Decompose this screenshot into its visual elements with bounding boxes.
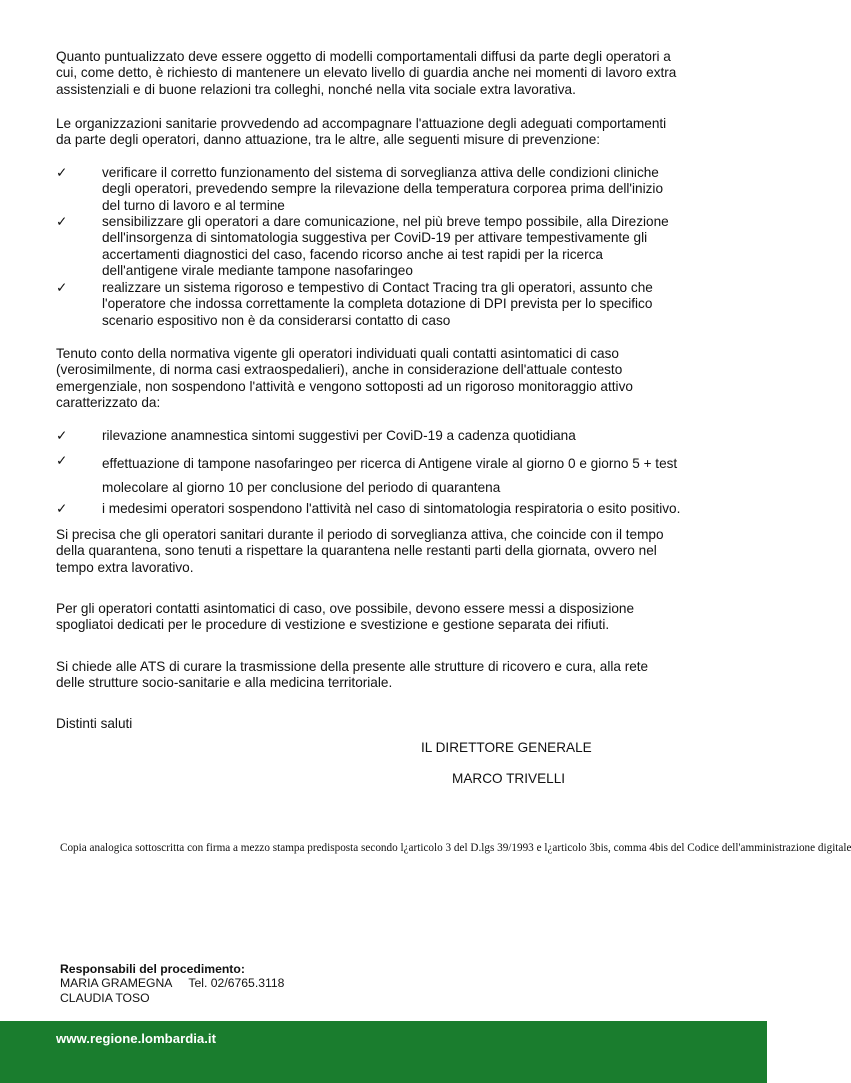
text-line: cui, come detto, è richiesto di mantenere un elevato livello di guardia anche nei momenti di lavoro extra	[56, 65, 677, 81]
text-line: delle strutture socio-sanitarie e alla medicina territoriale.	[56, 675, 393, 691]
check-icon: ✓	[56, 165, 68, 180]
list-item-text: i medesimi operatori sospendono l'attività nel caso di sintomatologia respiratoria o esito positivo.	[102, 501, 681, 516]
text-line: assistenziali e di buone relazioni tra colleghi, nonché nella vita sociale extra lavorativa.	[56, 81, 576, 97]
text-line: Tenuto conto della normativa vigente gli operatori individuati quali contatti asintomatici di caso	[56, 346, 619, 361]
responsible-phone: Tel. 02/6765.3118	[188, 976, 285, 991]
paragraph-changing-rooms	[56, 601, 708, 634]
signature-name: MARCO TRIVELLI	[452, 771, 566, 786]
check-icon: ✓	[56, 501, 68, 516]
text-line: da parte degli operatori, danno attuazione, tra le altre, alle seguenti misure di prevenzione:	[56, 132, 601, 148]
signature-role: IL DIRETTORE GENERALE	[421, 740, 592, 755]
list-item-text: rilevazione anamnestica sintomi suggestivi per CoviD-19 a cadenza quotidiana	[102, 428, 576, 443]
paragraph-quarantine	[56, 527, 708, 576]
text-line: spogliatoi dedicati per le procedure di vestizione e svestizione e gestione separata dei rifiuti.	[56, 617, 610, 633]
list-item-text: effettuazione di tampone nasofaringeo per ricerca di Antigene virale al giorno 0 e giorno 5 + test molecolare al giorno 10 per conclusione del periodo di quarantena	[102, 456, 678, 495]
text-line: Si chiede alle ATS di curare la trasmissione della presente alle strutture di ricovero e cura, alla rete	[56, 659, 649, 674]
text-line: emergenziale, non sospendono l'attività e vengono sottoposti ad un rigoroso monitoraggio attivo	[56, 378, 633, 394]
paragraph-ats-request	[56, 659, 708, 692]
closing-salutation: Distinti saluti	[56, 716, 133, 731]
text-line: tempo extra lavorativo.	[56, 559, 194, 575]
check-icon: ✓	[56, 428, 68, 443]
paragraph-prevention-intro	[56, 116, 708, 149]
check-icon: ✓	[56, 453, 68, 468]
text-line: Le organizzazioni sanitarie provvedendo ad accompagnare l'attuazione degli adeguati comportamenti	[56, 116, 667, 131]
paragraph-behavioural-models	[56, 49, 708, 98]
footer-url-link[interactable]: www.regione.lombardia.it	[56, 1031, 216, 1046]
responsible-person: MARIA GRAMEGNA	[60, 976, 173, 991]
list-item-text: sensibilizzare gli operatori a dare comunicazione, nel più breve tempo possibile, alla Direzione dell'insorgenza di sintomatologia suggestiva per CoviD-19 per attivare tempestivamente gli accertamenti diagnostici del caso, facendo ricorso anche ai test rapidi per la ricerca dell'antigene virale mediante tampone nasofaringeo	[102, 214, 669, 279]
responsible-row-1	[60, 976, 284, 990]
check-icon: ✓	[56, 214, 68, 229]
text-line: Quanto puntualizzato deve essere oggetto di modelli comportamentali diffusi da parte degli operatori a	[56, 49, 671, 64]
text-line: della quarantena, sono tenuti a rispettare la quarantena nelle restanti parti della giornata, ovvero nel	[56, 543, 657, 559]
footer-bar	[0, 1021, 767, 1083]
digital-copy-note: Copia analogica sottoscritta con firma a mezzo stampa predisposta secondo l¿articolo 3 del D.lgs 39/1993 e l¿articolo 3bis, comma 4bis del Codice dell'amministrazione digitale	[60, 842, 851, 854]
responsible-person: CLAUDIA TOSO	[60, 990, 150, 1005]
responsible-heading: Responsabili del procedimento:	[60, 962, 245, 976]
paragraph-asymptomatic-contacts	[56, 346, 708, 412]
text-line: caratterizzato da:	[56, 395, 161, 411]
responsible-block	[60, 962, 284, 1005]
text-line: Si precisa che gli operatori sanitari durante il periodo di sorveglianza attiva, che coincide con il tempo	[56, 527, 664, 542]
text-line: (verosimilmente, di norma casi extraospedalieri), anche in considerazione dell'attuale contesto	[56, 362, 623, 378]
list-item-text: realizzare un sistema rigoroso e tempestivo di Contact Tracing tra gli operatori, assunto che l'operatore che indossa correttamente la completa dotazione di DPI prevista per lo specifico scenario espositivo non è da considerarsi contatto di caso	[102, 280, 653, 328]
list-item-text: verificare il corretto funzionamento del sistema di sorveglianza attiva delle condizioni cliniche degli operatori, prevedendo sempre la rilevazione della temperatura corporea prima dell'inizio del turno di lavoro e al termine	[102, 165, 664, 213]
text-line: Per gli operatori contatti asintomatici di caso, ove possibile, devono essere messi a disposizione	[56, 601, 635, 616]
check-icon: ✓	[56, 280, 68, 295]
